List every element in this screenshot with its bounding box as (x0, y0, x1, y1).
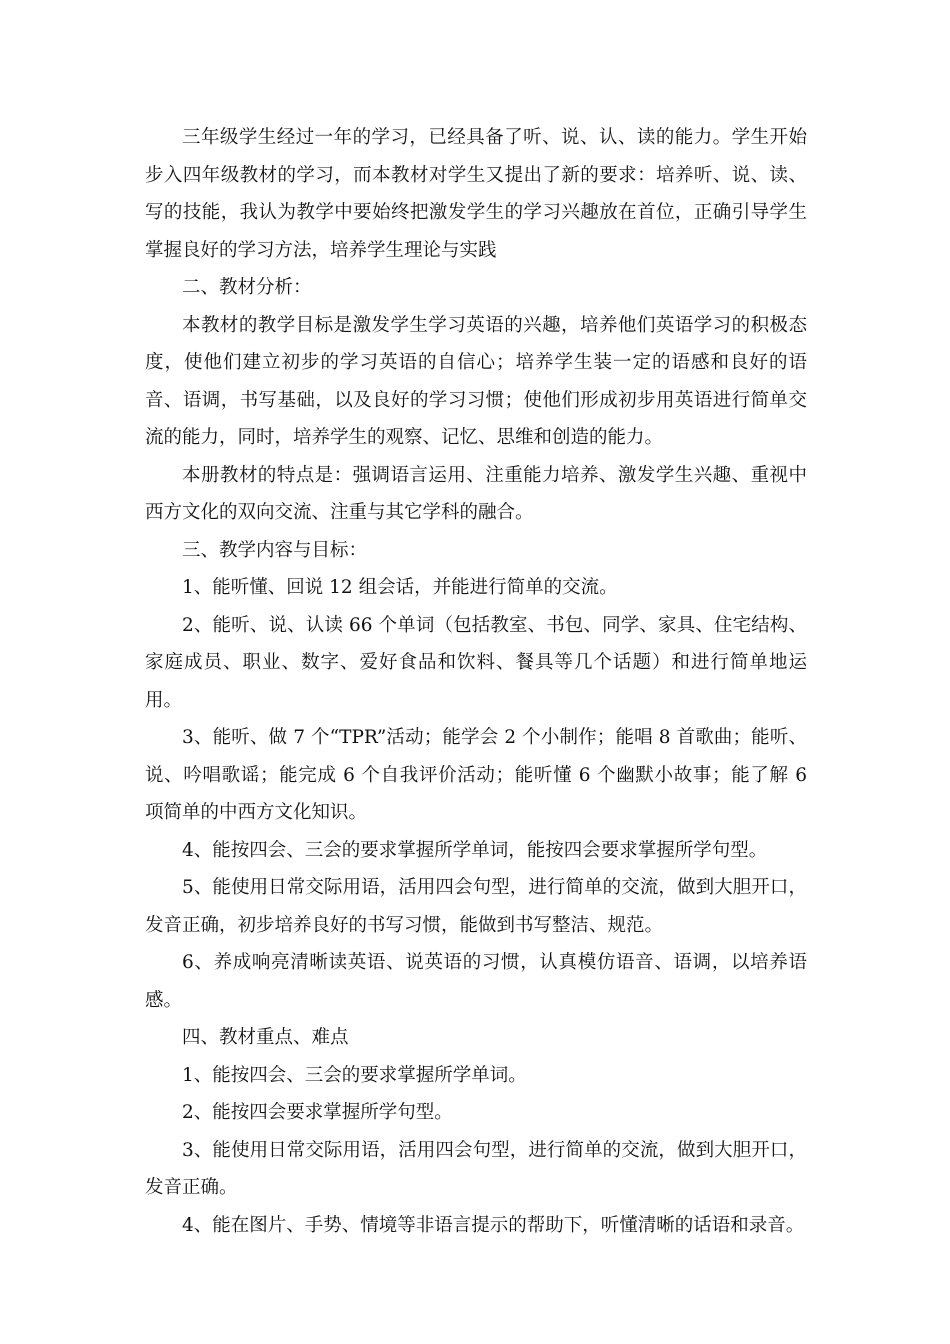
list-item-goal-3: 3、能听、做 7 个“TPR”活动；能学会 2 个小制作；能唱 8 首歌曲；能听、说、吟唱歌谣；能完成 6 个自我评价活动；能听懂 6 个幽默小故事；能了解 6 项简单的中西方文化知识。 (145, 727, 807, 823)
paragraph-textbook-features: 本册教材的特点是：强调语言运用、注重能力培养、激发学生兴趣、重视中西方文化的双向交流、注重与其它学科的融合。 (145, 464, 807, 523)
paragraph-intro: 三年级学生经过一年的学习，已经具备了听、说、认、读的能力。学生开始步入四年级教材的学习，而本教材对学生又提出了新的要求：培养听、说、读、写的技能，我认为教学中要始终把激发学生的学习兴趣放在首位，正确引导学生掌握良好的学习方法，培养学生理论与实践 (145, 127, 807, 261)
list-item-goal-5: 5、能使用日常交际用语，活用四会句型，进行简单的交流，做到大胆开口，发音正确，初步培养良好的书写习惯，能做到书写整洁、规范。 (145, 877, 807, 936)
list-item-key-3: 3、能使用日常交际用语，活用四会句型，进行简单的交流，做到大胆开口，发音正确。 (145, 1139, 807, 1198)
list-item-key-2: 2、能按四会要求掌握所学句型。 (182, 1102, 453, 1123)
list-item-goal-4: 4、能按四会、三会的要求掌握所学单词，能按四会要求掌握所学句型。 (182, 839, 768, 861)
heading-textbook-analysis: 二、教材分析： (182, 277, 312, 298)
list-item-goal-2: 2、能听、说、认读 66 个单词（包括教室、书包、同学、家具、住宅结构、家庭成员、职业、数字、爱好食品和饮料、餐具等几个话题）和进行简单地运用。 (145, 614, 807, 711)
list-item-goal-1: 1、能听懂、回说 12 组会话，并能进行简单的交流。 (182, 577, 618, 598)
document-body (145, 119, 807, 1244)
list-item-key-1: 1、能按四会、三会的要求掌握所学单词。 (182, 1064, 527, 1086)
paragraph-teaching-goals: 本教材的教学目标是激发学生学习英语的兴趣，培养他们英语学习的积极态度，使他们建立初步的学习英语的自信心；培养学生装一定的语感和良好的语音、语调，书写基础，以及良好的学习习惯；使他们形成初步用英语进行简单交流的能力，同时，培养学生的观察、记忆、思维和创造的能力。 (145, 314, 807, 448)
list-item-goal-6: 6、养成响亮清晰读英语、说英语的习惯，认真模仿语音、语调，以培养语感。 (145, 952, 807, 1011)
heading-key-points: 四、教材重点、难点 (182, 1027, 349, 1048)
list-item-key-4: 4、能在图片、手势、情境等非语言提示的帮助下，听懂清晰的话语和录音。 (182, 1214, 805, 1236)
heading-content-and-goals: 三、教学内容与目标： (182, 539, 368, 561)
